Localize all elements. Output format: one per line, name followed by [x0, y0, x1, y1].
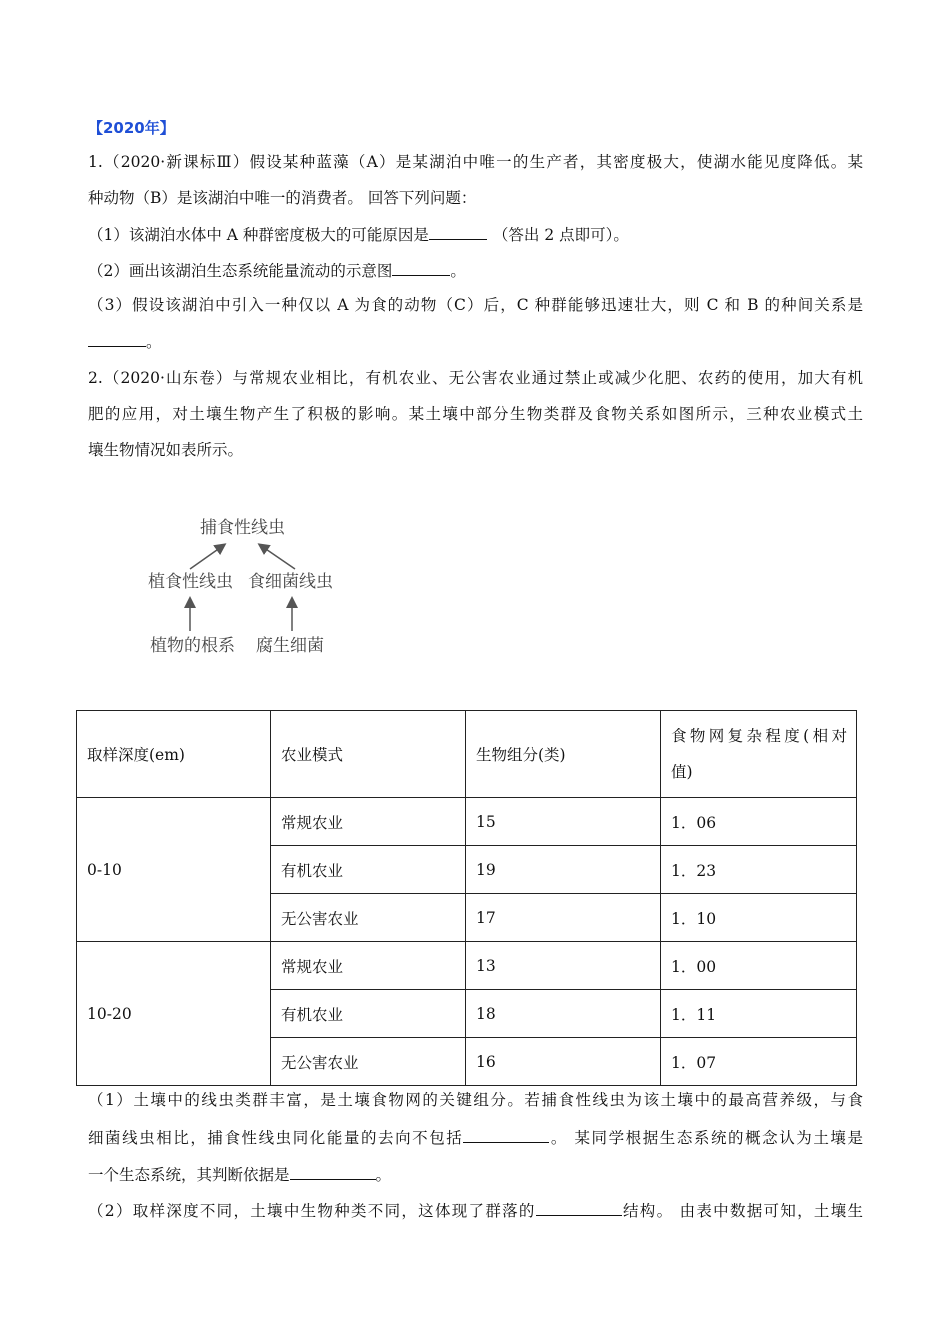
count-cell: 16 — [466, 1038, 661, 1086]
table-row — [77, 942, 857, 990]
q1-sub-3-suffix: 。 — [146, 333, 162, 351]
complexity-cell: 1．23 — [661, 846, 857, 894]
header-mode: 农业模式 — [271, 711, 466, 798]
complexity-cell: 1．07 — [661, 1038, 857, 1086]
q2-sub-1-line-2: 细菌线虫相比，捕食性线虫同化能量的去向不包括 。 某同学根据生态系统的概念认为土壤是 — [88, 1129, 863, 1147]
q2-sub-1-line-3: 一个生态系统，其判断依据是 。 — [88, 1166, 392, 1184]
count-cell: 15 — [466, 798, 661, 846]
answer-blank[interactable] — [463, 1127, 549, 1143]
q1-sub-3-line-1: （3）假设该湖泊中引入一种仅以 A 为食的动物（C）后，C 种群能够迅速壮大，则 C 和 B 的种间关系是 — [88, 296, 863, 314]
diagram-node-bottom-left: 植物的根系 — [150, 636, 235, 656]
food-web-diagram — [140, 505, 355, 665]
mode-cell: 常规农业 — [271, 942, 466, 990]
q1-sub-3-line-2 — [88, 331, 162, 352]
depth-cell: 0-10 — [77, 798, 271, 942]
header-depth: 取样深度(em) — [77, 711, 271, 798]
count-cell: 13 — [466, 942, 661, 990]
complexity-cell: 1．06 — [661, 798, 857, 846]
header-count: 生物组分(类) — [466, 711, 661, 798]
answer-blank[interactable] — [88, 331, 146, 347]
mode-cell: 无公害农业 — [271, 894, 466, 942]
mode-cell: 有机农业 — [271, 990, 466, 1038]
q2-line-1: 2.（2020·山东卷）与常规农业相比，有机农业、无公害农业通过禁止或减少化肥、农药的使用，加大有机 — [88, 369, 863, 387]
q1-sub-2-suffix: 。 — [450, 262, 466, 280]
diagram-node-bottom-right: 腐生细菌 — [256, 636, 324, 656]
complexity-cell: 1．11 — [661, 990, 857, 1038]
q1-sub-2 — [88, 260, 466, 281]
q1-sub-2-text: （2）画出该湖泊生态系统能量流动的示意图 — [88, 262, 393, 280]
arrow-icon — [190, 545, 224, 569]
answer-blank[interactable] — [536, 1200, 622, 1216]
complexity-cell: 1．10 — [661, 894, 857, 942]
q1-line-2: 种动物（B）是该湖泊中唯一的消费者。 回答下列问题： — [88, 189, 477, 207]
section-heading: 【2020年】 — [88, 119, 175, 137]
answer-blank[interactable] — [429, 224, 487, 240]
arrow-icon — [260, 545, 295, 569]
answer-blank[interactable] — [290, 1164, 376, 1180]
mode-cell: 无公害农业 — [271, 1038, 466, 1086]
diagram-node-mid-right: 食细菌线虫 — [248, 572, 333, 592]
diagram-node-top: 捕食性线虫 — [200, 518, 285, 538]
q2-sub-1-line-1: （1）土壤中的线虫类群丰富，是土壤食物网的关键组分。若捕食性线虫为该土壤中的最高营养级，与食 — [88, 1091, 863, 1109]
mode-cell: 常规农业 — [271, 798, 466, 846]
q2-line-3: 壤生物情况如表所示。 — [88, 441, 244, 459]
complexity-cell: 1．00 — [661, 942, 857, 990]
count-cell: 19 — [466, 846, 661, 894]
table-row — [77, 798, 857, 846]
count-cell: 17 — [466, 894, 661, 942]
mode-cell: 有机农业 — [271, 846, 466, 894]
q2-sub-2-line-1: （2）取样深度不同，土壤中生物种类不同，这体现了群落的 结构。 由表中数据可知，土壤生 — [88, 1202, 863, 1220]
depth-cell: 10-20 — [77, 942, 271, 1086]
diagram-node-mid-left: 植食性线虫 — [148, 572, 233, 592]
count-cell: 18 — [466, 990, 661, 1038]
table-header-row — [77, 711, 857, 798]
q1-sub-1-text: （1）该湖泊水体中 A 种群密度极大的可能原因是 — [88, 226, 429, 244]
soil-biota-table — [76, 710, 857, 1086]
header-complexity: 食物网复杂程度(相对 值) — [661, 711, 857, 798]
q1-sub-1 — [88, 224, 629, 245]
q1-sub-1-suffix: （答出 2 点即可）。 — [492, 226, 629, 244]
q1-line-1: 1.（2020·新课标Ⅲ）假设某种蓝藻（A）是某湖泊中唯一的生产者，其密度极大，使湖水能见度降低。某 — [88, 153, 863, 171]
q2-line-2: 肥的应用，对土壤生物产生了积极的影响。某土壤中部分生物类群及食物关系如图所示，三种农业模式土 — [88, 405, 863, 423]
answer-blank[interactable] — [392, 260, 450, 276]
